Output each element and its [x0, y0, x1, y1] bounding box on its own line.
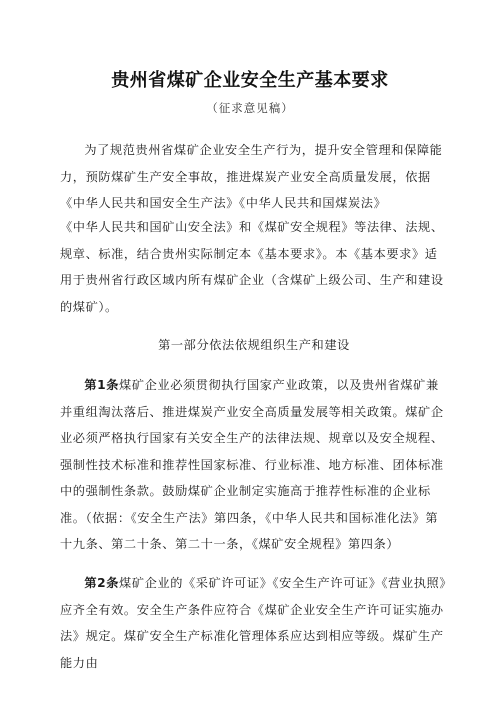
- part-heading: [60, 332, 448, 359]
- article-2: [60, 570, 448, 676]
- article-2-text: 煤矿企业的《采矿许可证》《安全生产许可证》《营业执照》应齐全有效。安全生产条件应符合《煤矿企业安全生产许可证实施办法》规定。煤矿安全生产标准化管理体系应达到相应等级。煤矿生产能力由: [60, 576, 447, 670]
- article-2-paragraph: [60, 570, 448, 676]
- document-title: 贵州省煤矿企业安全生产基本要求: [111, 70, 389, 91]
- article-2-number: 第2条: [84, 576, 120, 590]
- article-1-paragraph: [60, 372, 448, 558]
- document-subtitle: （征求意见稿）: [206, 101, 294, 115]
- intro-paragraph-2-text: 《中华人民共和国矿山安全法》和《煤矿安全规程》等法律、法规、规章、标准，结合贵州实际制定本《基本要求》。本《基本要求》适用于贵州省行政区域内所有煤矿企业（含煤矿上级公司、生产和建设的煤矿）。: [60, 220, 444, 314]
- intro-paragraph-1-text: 为了规范贵州省煤矿企业安全生产行为，提升安全管理和保障能力，预防煤矿生产安全事故，推进煤炭产业安全高质量发展，依据《中华人民共和国安全生产法》《中华人民共和国煤炭法》: [60, 143, 443, 210]
- intro-paragraph-1: [60, 137, 448, 217]
- part-1-heading: 第一部分依法依规组织生产和建设: [158, 338, 350, 352]
- article-1-text: 煤矿企业必须贯彻执行国家产业政策，以及贵州省煤矿兼并重组淘汰落后、推进煤炭产业安全高质量发展等相关政策。煤矿企业必须严格执行国家有关安全生产的法律法规、规章以及安全规程、强制性技术标准和推荐性国家标准、行业标准、地方标准、团体标准中的强制性条款。鼓励煤矿企业制定实施高于推荐性标准的企业标准。（依据：《安全生产法》第四条，《中华人民共和国标准化法》第十九条、第二十条、第二十一条，《煤矿安全规程》第四条）: [60, 378, 444, 551]
- intro-paragraph-2: [60, 214, 448, 320]
- article-1: [60, 372, 448, 558]
- article-1-number: 第1条: [84, 378, 120, 392]
